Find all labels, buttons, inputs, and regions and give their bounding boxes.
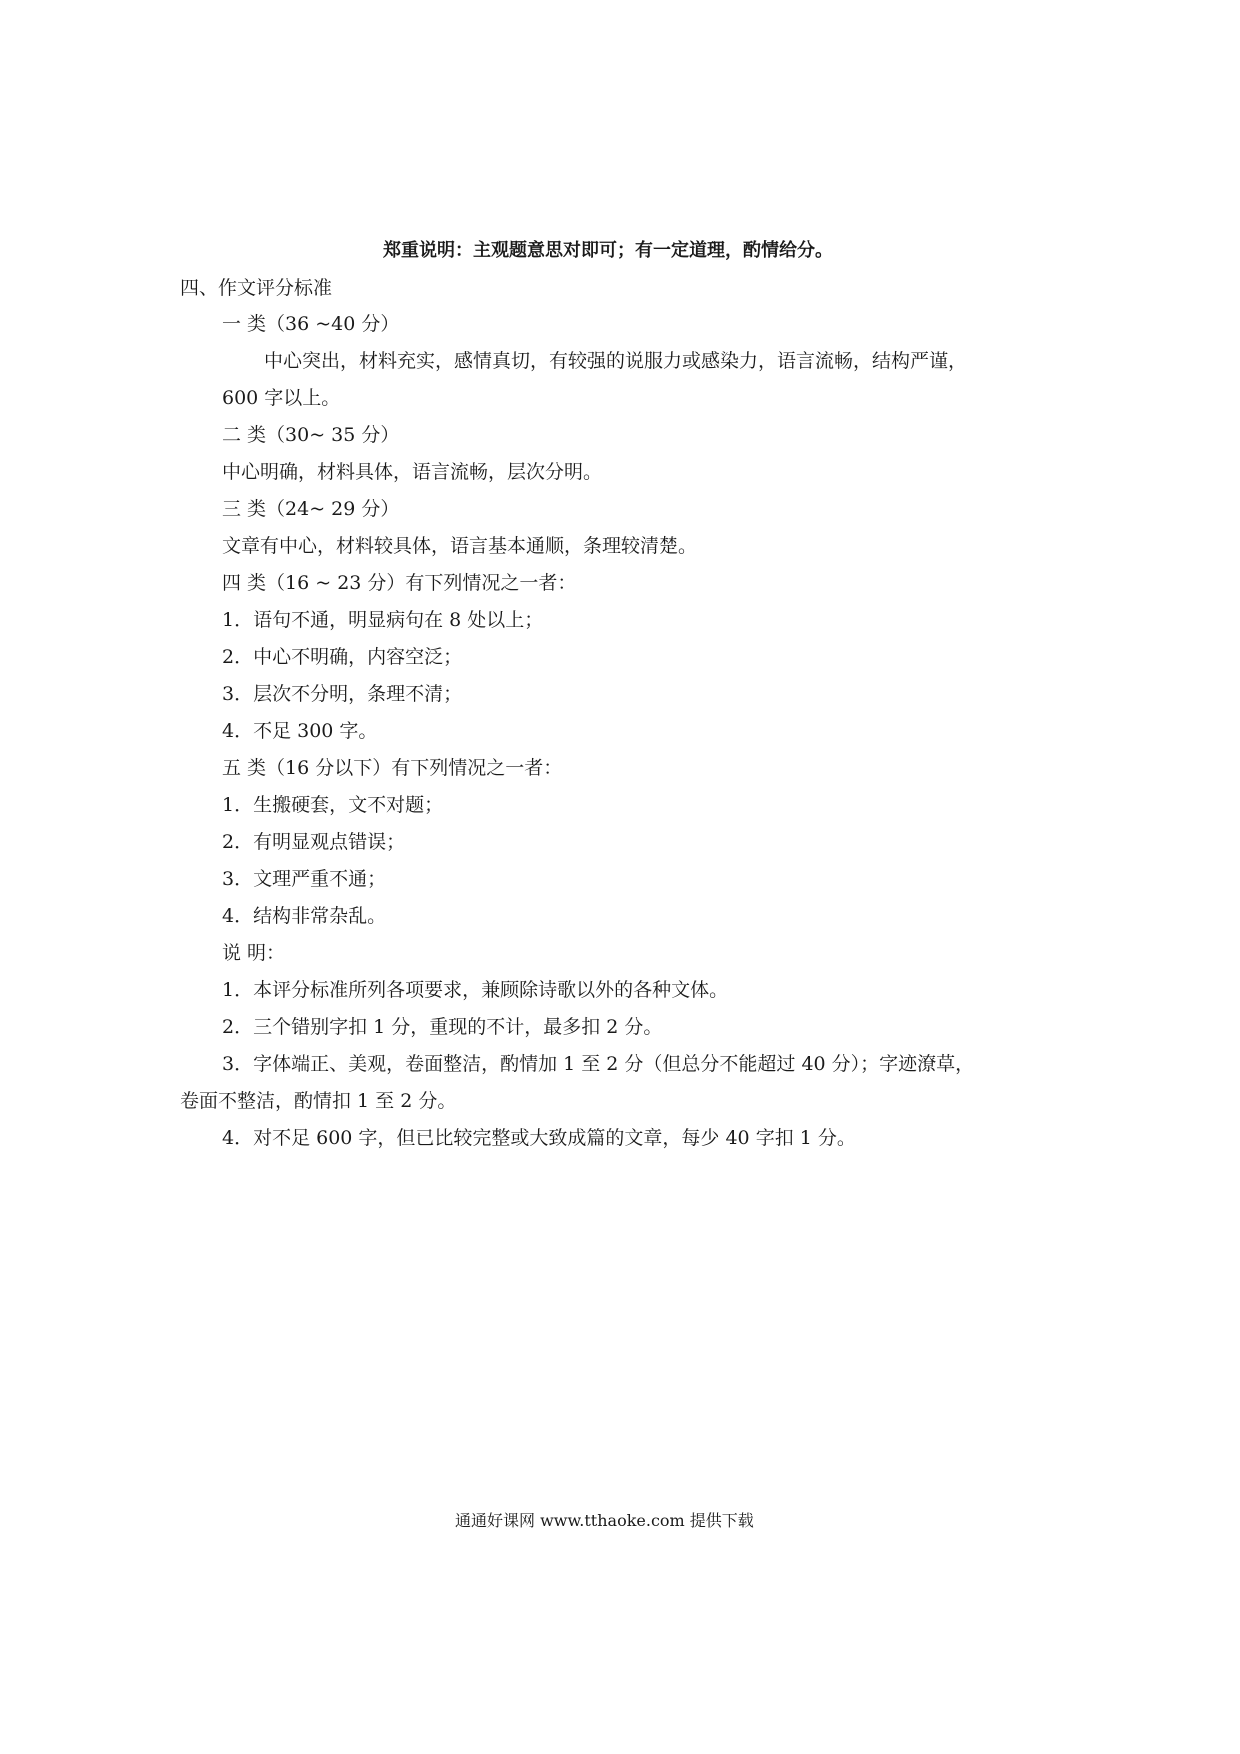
notes-item-3-line1: 3．字体端正、美观，卷面整洁，酌情加 1 至 2 分（但总分不能超过 40 分）；字迹潦草， [222, 1053, 975, 1075]
notes-heading: 说 明： [222, 942, 286, 964]
notes-item-4: 4．对不足 600 字，但已比较完整或大致成篇的文章，每少 40 字扣 1 分。 [222, 1127, 856, 1149]
class1-desc-line1: 中心突出，材料充实，感情真切，有较强的说服力或感染力，语言流畅，结构严谨， [264, 350, 968, 372]
class4-item: 2．中心不明确，内容空泛； [222, 646, 463, 668]
footer-source: 通通好课网 www.tthaoke.com 提供下载 [455, 1511, 754, 1530]
section-title: 四、作文评分标准 [180, 277, 333, 299]
class5-heading: 五 类（16 分以下）有下列情况之一者： [222, 757, 563, 779]
class2-heading: 二 类（30~ 35 分） [222, 424, 400, 446]
class2-desc: 中心明确，材料具体，语言流畅，层次分明。 [222, 461, 603, 483]
notes-item-2: 2．三个错别字扣 1 分，重现的不计，最多扣 2 分。 [222, 1016, 663, 1038]
class4-item: 1．语句不通，明显病句在 8 处以上； [222, 609, 544, 631]
class4-item: 4．不足 300 字。 [222, 720, 378, 742]
class5-item: 3．文理严重不通； [222, 868, 387, 890]
class5-item: 4．结构非常杂乱。 [222, 905, 387, 927]
notes-item-3-line2: 卷面不整洁，酌情扣 1 至 2 分。 [180, 1090, 457, 1112]
class3-desc: 文章有中心，材料较具体，语言基本通顺，条理较清楚。 [222, 535, 698, 557]
notes-item-1: 1．本评分标准所列各项要求，兼顾除诗歌以外的各种文体。 [222, 979, 729, 1001]
class4-heading: 四 类（16 ~ 23 分）有下列情况之一者： [222, 572, 577, 594]
class5-item: 2．有明显观点错误； [222, 831, 406, 853]
class4-item: 3．层次不分明，条理不清； [222, 683, 463, 705]
class1-desc-line2: 600 字以上。 [222, 387, 341, 409]
class5-item: 1．生搬硬套，文不对题； [222, 794, 444, 816]
class3-heading: 三 类（24~ 29 分） [222, 498, 400, 520]
scoring-note: 郑重说明：主观题意思对即可；有一定道理，酌情给分。 [383, 240, 833, 261]
class1-heading: 一 类（36 ~40 分） [222, 313, 400, 335]
